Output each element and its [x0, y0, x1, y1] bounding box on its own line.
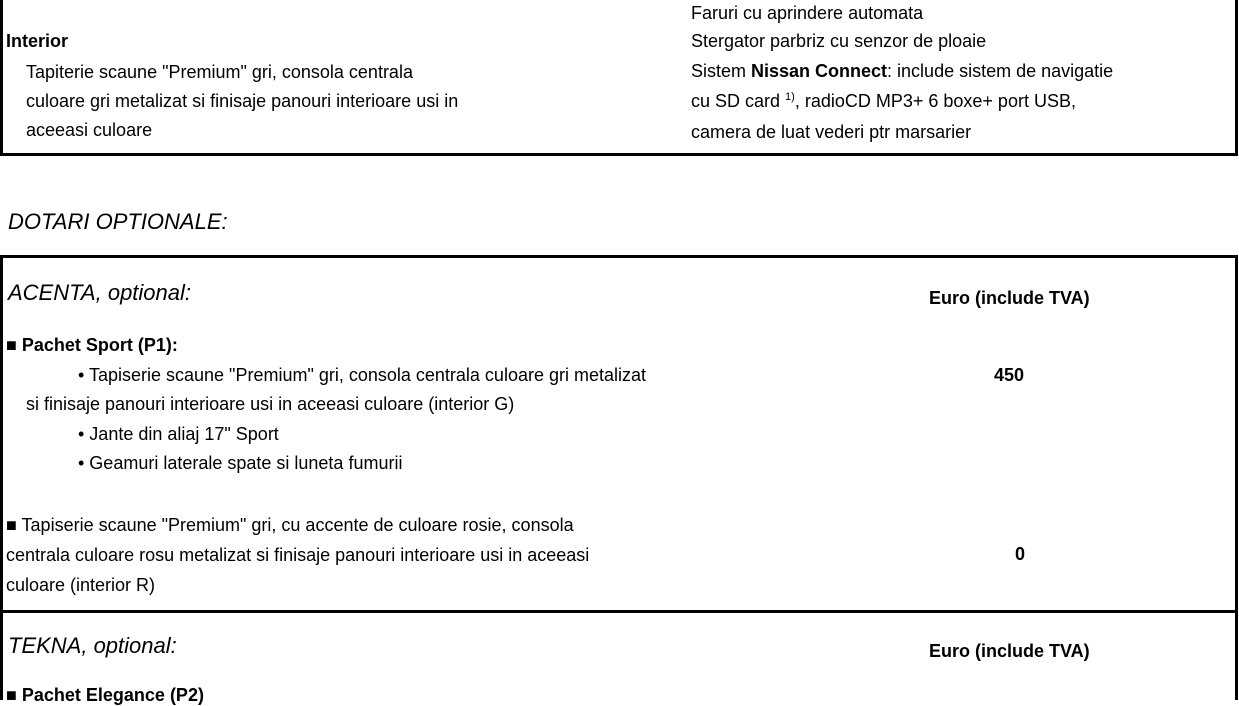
feature-line-3: [691, 60, 1113, 82]
options-table-top-border: [0, 255, 1238, 258]
section-divider: [0, 610, 1238, 613]
interior-heading: Interior: [6, 31, 69, 51]
interior-line-2: culoare gri metalizat si finisaje panouri interioare usi in: [26, 91, 459, 111]
acenta-title: ACENTA, optional:: [8, 280, 192, 305]
acenta-opt2-price: 0: [1015, 544, 1026, 564]
acenta-pack-line-2: si finisaje panouri interioare usi in aceeasi culoare (interior G): [26, 394, 515, 414]
feature-line-4-pre: cu SD card: [691, 91, 786, 111]
interior-line-1: Tapiterie scaune "Premium" gri, consola centrala: [26, 62, 413, 82]
feature-line-2: Stergator parbriz cu senzor de ploaie: [691, 31, 987, 51]
options-table-left-border: [0, 255, 3, 700]
acenta-pack-line-4: • Geamuri laterale spate si luneta fumurii: [78, 453, 403, 473]
feature-line-5: camera de luat vederi ptr marsarier: [691, 122, 972, 142]
acenta-pack-title: ■ Pachet Sport (P1):: [6, 335, 178, 355]
top-table-bottom-border: [0, 153, 1238, 156]
feature-line-3-pre: Sistem: [691, 61, 752, 81]
tekna-pack-title: ■ Pachet Elegance (P2): [6, 685, 204, 705]
top-table-right-border: [1235, 0, 1238, 156]
tekna-title: TEKNA, optional:: [8, 633, 177, 658]
feature-line-4-post: , radioCD MP3+ 6 boxe+ port USB,: [794, 91, 1076, 111]
optionals-title: DOTARI OPTIONALE:: [8, 209, 228, 234]
footnote-marker: 1): [785, 91, 795, 103]
tekna-price-header: Euro (include TVA): [929, 641, 1090, 661]
interior-line-3: aceeasi culoare: [26, 120, 153, 140]
nissan-connect-label: Nissan Connect: [751, 61, 888, 81]
acenta-pack-line-3: • Jante din aliaj 17" Sport: [78, 424, 279, 444]
feature-line-4: [691, 90, 1076, 112]
options-table-right-border: [1235, 255, 1238, 700]
acenta-opt2-line-3: culoare (interior R): [6, 575, 156, 595]
acenta-pack-price: 450: [994, 365, 1025, 385]
acenta-opt2-line-2: centrala culoare rosu metalizat si finisaje panouri interioare usi in aceeasi: [6, 545, 590, 565]
feature-line-3-post: : include sistem de navigatie: [887, 61, 1114, 81]
acenta-opt2-line-1: ■ Tapiserie scaune "Premium" gri, cu accente de culoare rosie, consola: [6, 515, 574, 535]
feature-line-1: Faruri cu aprindere automata: [691, 3, 924, 23]
acenta-pack-line-1: • Tapiserie scaune "Premium" gri, consola centrala culoare gri metalizat: [78, 365, 647, 385]
acenta-price-header: Euro (include TVA): [929, 288, 1090, 308]
top-table-left-border: [0, 0, 3, 156]
